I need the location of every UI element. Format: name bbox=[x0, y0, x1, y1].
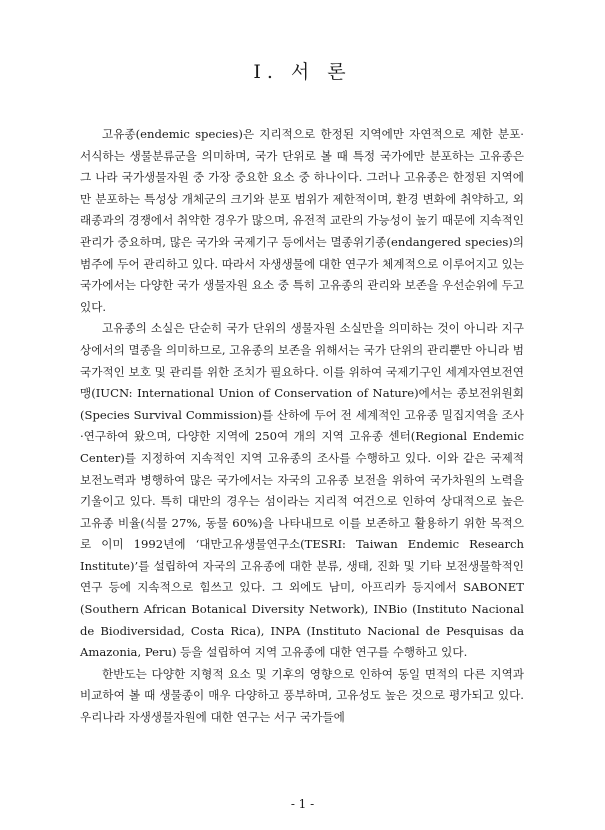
page-number: - 1 - bbox=[290, 797, 315, 811]
paragraph-1: 고유종(endemic species)은 지리적으로 한정된 지역에만 자연적으로 제한 분포·서식하는 생물분류군을 의미하며, 국가 단위로 볼 때 특정 국가에만 분포하는 고유종은 그 나라 국가생물자원 중 가장 중요한 요소 중 하나이다. 그러나 고유종은 한정된 지역에만 분포하는 특성상 개체군의 크기와 분포 범위가 제한적이며, 환경 변화에 취약하고, 외래종과의 경쟁에서 취약한 경우가 많으며, 유전적 교란의 가능성이 높기 때문에 지속적인 관리가 중요하며, 많은 국가와 국제기구 등에서는 멸종위기종(endangered species)의 범주에 두어 관리하고 있다. 따라서 자생생물에 대한 연구가 체계적으로 이루어지고 있는 국가에서는 다양한 국가 생물자원 요소 중 특히 고유종의 관리와 보존을 우선순위에 두고 있다. bbox=[80, 127, 524, 314]
body-text bbox=[80, 124, 524, 729]
paragraph-3: 한반도는 다양한 지형적 요소 및 기후의 영향으로 인하여 동일 면적의 다른 지역과 비교하여 볼 때 생물종이 매우 다양하고 풍부하며, 고유성도 높은 것으로 평가되고 있다. 우리나라 자생생물자원에 대한 연구는 서구 국가들에 bbox=[80, 666, 524, 725]
paragraph-2: 고유종의 소실은 단순히 국가 단위의 생물자원 소실만을 의미하는 것이 아니라 지구상에서의 멸종을 의미하므로, 고유종의 보존을 위해서는 국가 단위의 관리뿐만 아니라 범국가적인 보호 및 관리를 위한 조치가 필요하다. 이를 위하여 국제기구인 세계자연보전연맹(IUCN: International Union of Conservation of Nature)에서는 종보전위원회(Species Survival Commission)를 산하에 두어 전 세계적인 고유종 밀집지역을 조사·연구하여 왔으며, 다양한 지역에 250여 개의 지역 고유종 센터(Regional Endemic Center)를 지정하여 지속적인 지역 고유종의 조사를 수행하고 있다. 이와 같은 국제적 보전노력과 병행하여 많은 국가에서는 자국의 고유종 보전을 위하여 국가차원의 노력을 기울이고 있다. 특히 대만의 경우는 섬이라는 지리적 여건으로 인하여 상대적으로 높은 고유종 비율(식물 27%, 동물 60%)을 나타내므로 이를 보존하고 활용하기 위한 목적으로 이미 1992년에 ‘대만고유생물연구소(TESRI: Taiwan Endemic Research Institute)’를 설립하여 자국의 고유종에 대한 분류, 생태, 진화 및 기타 보전생물학적인 연구 등에 지속적으로 힘쓰고 있다. 그 외에도 남미, 아프리카 등지에서 SABONET (Southern African Botanical Diversity Network), INBio (Instituto Nacional de Biodiversidad, Costa Rica), INPA (Instituto Nacional de Pesquisas da Amazonia, Peru) 등을 설립하여 지역 고유종에 대한 연구를 수행하고 있다. bbox=[80, 321, 524, 660]
section-title: I. 서 론 bbox=[253, 61, 352, 83]
